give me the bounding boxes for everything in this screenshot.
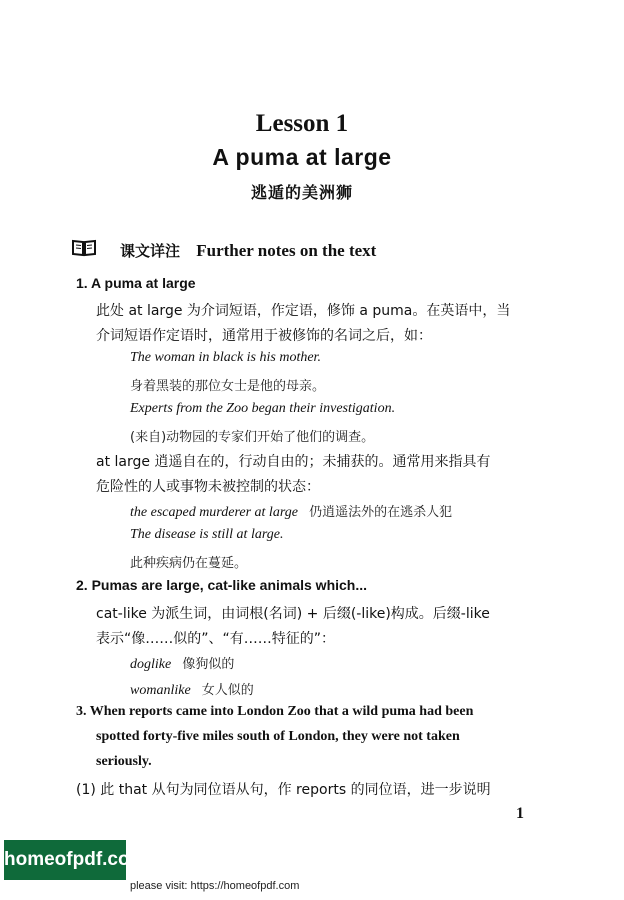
note-1-text: 介词短语作定语时，通常用于被修饰的名词之后，如：	[96, 328, 432, 344]
open-book-icon	[72, 239, 96, 257]
note-1-text: at large 逍遥自在的，行动自由的；未捕获的。通常用来指具有	[96, 454, 491, 470]
note-3-heading: spotted forty-five miles south of London, they were not taken	[96, 729, 460, 744]
note-1-heading: 1. A puma at large	[76, 275, 196, 291]
example-chinese: 身着黑装的那位女士是他的母亲。	[130, 379, 326, 394]
page-number: 1	[516, 805, 524, 822]
example-chinese: 像狗似的	[182, 657, 235, 672]
note-3-heading: seriously.	[96, 754, 152, 769]
lesson-number: Lesson 1	[255, 110, 349, 137]
example-chinese: 此种疾病仍在蔓延。	[130, 556, 248, 571]
example-chinese: 女人似的	[201, 683, 254, 698]
example-chinese: (来自)动物园的专家们开始了他们的调查。	[130, 430, 375, 445]
footer-link-text[interactable]: please visit: https://homeofpdf.com	[130, 880, 300, 892]
example-line	[130, 501, 452, 521]
note-1-text: 危险性的人或事物未被控制的状态：	[96, 479, 320, 495]
lesson-title: A puma at large	[212, 144, 392, 170]
example-chinese: 仍逍遥法外的在逃杀人犯	[309, 505, 453, 520]
note-2-text: cat-like 为派生词，由词根(名词) + 后缀(-like)构成。后缀-like	[96, 606, 490, 622]
note-2-heading: 2. Pumas are large, cat-like animals which...	[76, 577, 368, 593]
example-english: the escaped murderer at large	[130, 505, 298, 520]
note-2-text: 表示“像……似的”、“有……特征的”：	[96, 631, 336, 647]
example-english: The disease is still at large.	[130, 527, 284, 542]
example-english: doglike	[130, 657, 172, 672]
note-3-heading: 3. When reports came into London Zoo that a wild puma had been	[76, 704, 474, 719]
section-heading-chinese: 课文详注	[120, 242, 181, 260]
note-3-subpoint: (1) 此 that 从句为同位语从句，作 reports 的同位语，进一步说明	[76, 782, 491, 798]
footer-logo-badge[interactable]: homeofpdf.com	[4, 840, 126, 880]
example-english: womanlike	[130, 683, 191, 698]
note-1-text: 此处 at large 为介词短语，作定语，修饰 a puma。在英语中，当	[96, 303, 511, 319]
example-line	[130, 653, 234, 673]
example-line	[130, 679, 254, 699]
example-english: The woman in black is his mother.	[130, 350, 321, 365]
section-heading	[120, 240, 376, 261]
example-english: Experts from the Zoo began their investigation.	[130, 401, 396, 416]
section-heading-english: Further notes on the text	[196, 241, 377, 260]
lesson-title-chinese: 逃遁的美洲狮	[250, 183, 353, 202]
